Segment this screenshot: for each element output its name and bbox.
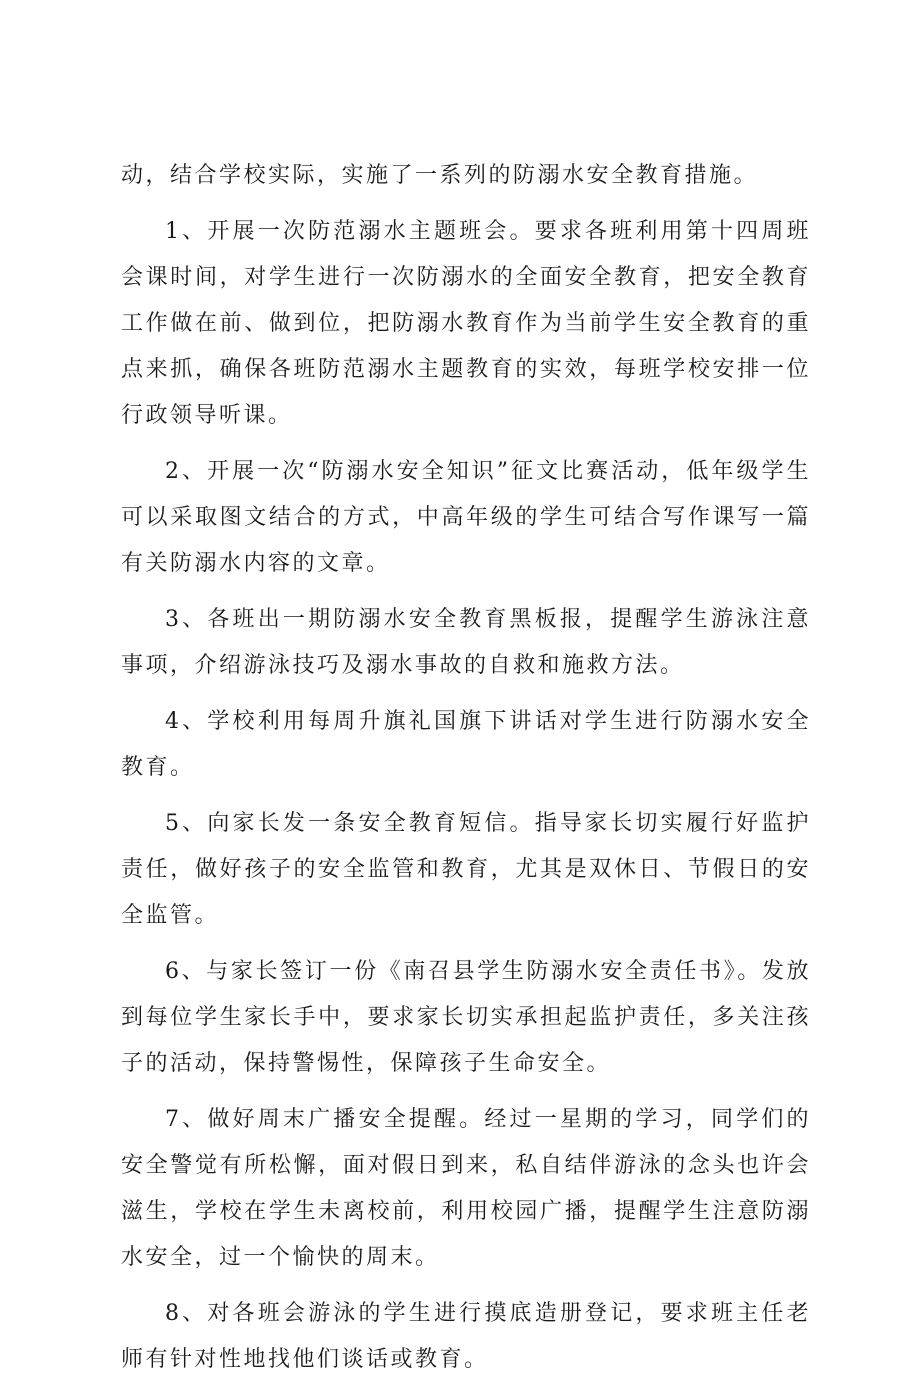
paragraph-item-3: 3、各班出一期防溺水安全教育黑板报，提醒学生游泳注意事项，介绍游泳技巧及溺水事故的自救和施救方法。 [121,607,811,678]
paragraph-item-4: 4、学校利用每周升旗礼国旗下讲话对学生进行防溺水安全教育。 [121,709,811,780]
paragraph-item-2: 2、开展一次“防溺水安全知识”征文比赛活动，低年级学生可以采取图文结合的方式，中高年级的学生可结合写作课写一篇有关防溺水内容的文章。 [121,459,811,576]
paragraph-item-5: 5、向家长发一条安全教育短信。指导家长切实履行好监护责任，做好孩子的安全监管和教育，尤其是双休日、节假日的安全监管。 [121,811,811,928]
paragraph-continuation: 动，结合学校实际，实施了一系列的防溺水安全教育措施。 [121,163,759,188]
paragraph-item-7: 7、做好周末广播安全提醒。经过一星期的学习，同学们的安全警觉有所松懈，面对假日到来，私自结伴游泳的念头也许会滋生，学校在学生未离校前，利用校园广播，提醒学生注意防溺水安全，过一个愉快的周末。 [121,1107,811,1270]
paragraph-item-8: 8、对各班会游泳的学生进行摸底造册登记，要求班主任老师有针对性地找他们谈话或教育。 [121,1301,811,1372]
document-body [121,153,811,1393]
paragraph-item-1: 1、开展一次防范溺水主题班会。要求各班利用第十四周班会课时间，对学生进行一次防溺水的全面安全教育，把安全教育工作做在前、做到位，把防溺水教育作为当前学生安全教育的重点来抓，确保各班防范溺水主题教育的实效，每班学校安排一位行政领导听课。 [121,219,811,428]
paragraph-item-6: 6、与家长签订一份《南召县学生防溺水安全责任书》。发放到每位学生家长手中，要求家长切实承担起监护责任，多关注孩子的活动，保持警惕性，保障孩子生命安全。 [121,959,811,1076]
